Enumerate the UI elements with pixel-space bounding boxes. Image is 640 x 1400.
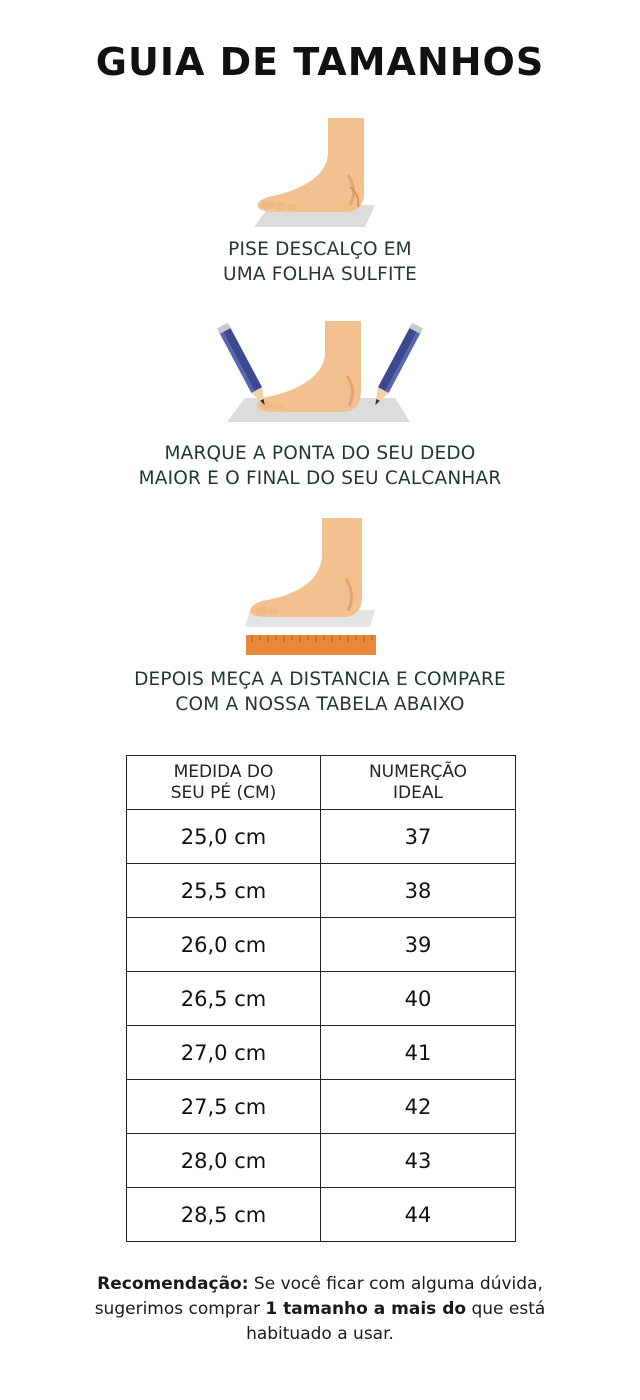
header-foot-measure-line-1: MEDIDA DO (173, 761, 274, 782)
foot-on-paper-illustration (240, 115, 400, 235)
header-ideal-size-line-2: IDEAL (393, 782, 443, 803)
shoe-size-cell: 39 (321, 918, 516, 972)
table-header-row (127, 756, 516, 810)
shoe-size-cell: 37 (321, 810, 516, 864)
step-2-text (0, 441, 640, 491)
step-1-line-2: UMA FOLHA SULFITE (222, 264, 418, 285)
step-1-line-1: PISE DESCALÇO EM (228, 239, 412, 260)
shoe-size-cell: 40 (321, 972, 516, 1026)
recommendation-highlight: 1 tamanho a mais do (265, 1299, 467, 1319)
header-foot-measure (127, 756, 321, 810)
foot-cm-cell: 28,5 cm (127, 1188, 321, 1242)
foot-with-ruler-illustration (240, 515, 385, 660)
header-foot-measure-line-2: SEU PÉ (CM) (170, 782, 277, 803)
step-3-line-2: COM A NOSSA TABELA ABAIXO (175, 694, 465, 715)
foot-cm-cell: 25,5 cm (127, 864, 321, 918)
foot-cm-cell: 27,5 cm (127, 1080, 321, 1134)
recommendation-label: Recomendação: (97, 1274, 249, 1294)
step-2-line-1: MARQUE A PONTA DO SEU DEDO (164, 443, 476, 464)
shoe-size-cell: 42 (321, 1080, 516, 1134)
header-ideal-size-line-1: NUMERÇÃO (368, 761, 468, 782)
recommendation-note (90, 1272, 550, 1347)
shoe-size-cell: 41 (321, 1026, 516, 1080)
foot-cm-cell: 27,0 cm (127, 1026, 321, 1080)
table-row (127, 1026, 516, 1080)
table-row (127, 810, 516, 864)
shoe-size-cell: 38 (321, 864, 516, 918)
step-2-line-2: MAIOR E O FINAL DO SEU CALCANHAR (138, 468, 502, 489)
recommendation-text-1: Se você ficar com alguma dúvida, sugerimos comprar (94, 1274, 543, 1319)
page-title: GUIA DE TAMANHOS (95, 40, 545, 84)
table-row (127, 918, 516, 972)
recommendation-text-2: que está habituado a usar. (246, 1299, 546, 1344)
foot-cm-cell: 25,0 cm (127, 810, 321, 864)
foot-cm-cell: 26,5 cm (127, 972, 321, 1026)
table-row (127, 1080, 516, 1134)
size-table (126, 755, 516, 1242)
foot-cm-cell: 28,0 cm (127, 1134, 321, 1188)
step-3-line-1: DEPOIS MEÇA A DISTANCIA E COMPARE (134, 669, 506, 690)
table-row (127, 864, 516, 918)
step-1-text (0, 237, 640, 287)
table-row (127, 1134, 516, 1188)
table-row (127, 972, 516, 1026)
shoe-size-cell: 43 (321, 1134, 516, 1188)
table-row (127, 1188, 516, 1242)
header-ideal-size (321, 756, 516, 810)
step-3-text (0, 667, 640, 717)
foot-with-pencils-illustration (215, 318, 425, 428)
foot-cm-cell: 26,0 cm (127, 918, 321, 972)
shoe-size-cell: 44 (321, 1188, 516, 1242)
